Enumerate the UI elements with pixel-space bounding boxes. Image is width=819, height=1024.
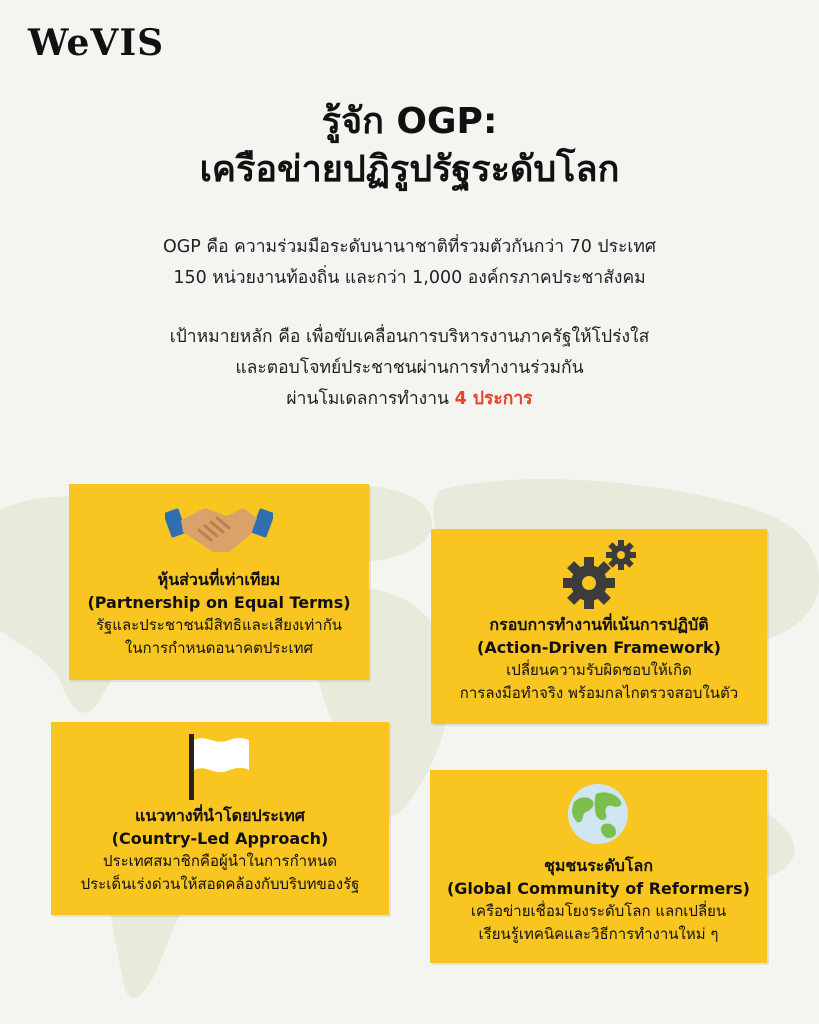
flag-icon (185, 730, 255, 802)
card-body-line1: เปลี่ยนความรับผิดชอบให้เกิด (506, 661, 692, 679)
title-line-1: รู้จัก OGP: (321, 101, 498, 142)
intro-p1-line2: 150 หน่วยงานท้องถิ่น และกว่า 1,000 องค์กรภาคประชาสังคม (173, 268, 646, 288)
card-partnership (69, 484, 369, 680)
page-title (0, 98, 819, 194)
card-body-line1: เครือข่ายเชื่อมโยงระดับโลก แลกเปลี่ยน (470, 902, 727, 920)
title-line-2: เครือข่ายปฏิรูปรัฐระดับโลก (199, 149, 620, 190)
card-title-en: (Partnership on Equal Terms) (87, 593, 351, 612)
card-title-en: (Country-Led Approach) (111, 829, 329, 848)
card-global-community (430, 770, 767, 963)
intro-p2-line2: และตอบโจทย์ประชาชนผ่านการทำงานร่วมกัน (235, 358, 584, 378)
card-action-driven (431, 529, 767, 724)
intro-p2-line1: เป้าหมายหลัก คือ เพื่อขับเคลื่อนการบริหารงานภาครัฐให้โปร่งใส (169, 327, 650, 347)
card-title-th: กรอบการทำงานที่เน้นการปฏิบัติ (489, 615, 709, 634)
card-body-line2: ในการกำหนดอนาคตประเทศ (124, 639, 314, 657)
card-title-th: ชุมชนระดับโลก (543, 856, 654, 875)
four-principles-highlight: 4 ประการ (454, 389, 533, 409)
card-body-line2: เรียนรู้เทคนิคและวิธีการทำงานใหม่ ๆ (478, 925, 719, 943)
gears-icon (557, 537, 641, 611)
card-country-led (51, 722, 389, 915)
card-body-line1: รัฐและประชาชนมีสิทธิและเสียงเท่ากัน (95, 616, 343, 634)
card-body-line2: ประเด็นเร่งด่วนให้สอดคล้องกับบริบทของรัฐ (80, 875, 360, 893)
card-title-th: แนวทางที่นำโดยประเทศ (135, 806, 305, 825)
intro-p2-line3 (0, 384, 819, 415)
card-title-en: (Global Community of Reformers) (446, 879, 750, 898)
card-title-en: (Action-Driven Framework) (477, 638, 721, 657)
handshake-icon (165, 496, 273, 556)
card-body-line2: การลงมือทำจริง พร้อมกลไกตรวจสอบในตัว (459, 684, 739, 702)
card-body-line1: ประเทศสมาชิกคือผู้นำในการกำหนด (103, 852, 337, 870)
wevis-logo: WeVIS (28, 22, 165, 64)
card-title-th: หุ้นส่วนที่เท่าเทียม (157, 570, 281, 589)
globe-icon (566, 782, 630, 846)
intro-p1-line1: OGP คือ ความร่วมมือระดับนานาชาติที่รวมตัวกันกว่า 70 ประเทศ (162, 237, 657, 257)
intro-p2-line3-text: ผ่านโมเดลการทำงาน (286, 389, 455, 409)
intro-text (0, 232, 819, 415)
